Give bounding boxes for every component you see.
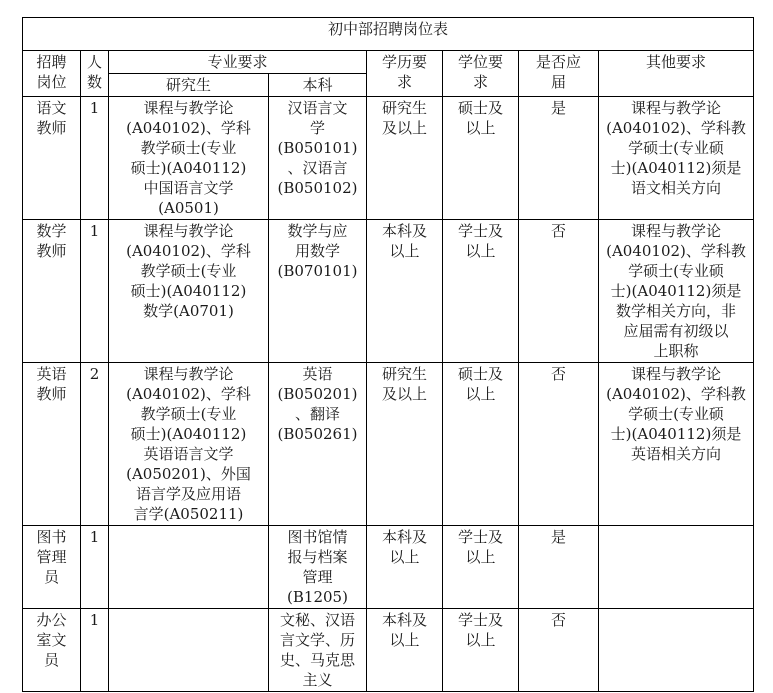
cell-education <box>367 363 443 526</box>
cell-undergraduate <box>269 609 367 692</box>
cell-line: (A040102)、学科教 <box>606 242 746 260</box>
cell-line: (A050201)、外国 <box>126 465 251 483</box>
table-row <box>23 526 754 609</box>
header-education: 学历要 求 <box>367 51 443 97</box>
cell-line: 数学相关方向，非 <box>616 302 737 320</box>
cell-line: 管理 <box>302 568 333 586</box>
cell-line: 以上 <box>465 242 496 260</box>
cell-line: 办公 <box>36 611 67 629</box>
header-count: 人 数 <box>81 51 109 97</box>
cell-line: 、汉语言 <box>287 159 348 177</box>
cell-line: 课程与教学论 <box>631 99 722 117</box>
cell-degree <box>443 609 519 692</box>
cell-undergraduate <box>269 220 367 363</box>
cell-line: 数学与应 <box>287 222 348 240</box>
cell-line: 及以上 <box>381 385 427 403</box>
cell-line: 以上 <box>389 242 420 260</box>
table-title: 初中部招聘岗位表 <box>23 18 754 51</box>
cell-education <box>367 526 443 609</box>
cell-line: (B050201) <box>277 385 358 403</box>
cell-line: 课程与教学论 <box>631 222 722 240</box>
cell-line: 学硕士(专业硕 <box>628 405 724 423</box>
cell-line: (A040102)、学科 <box>126 385 251 403</box>
cell-line: (A040102)、学科 <box>126 119 251 137</box>
cell-line: 教学硕士(专业 <box>140 262 237 280</box>
cell-line: 以上 <box>389 548 420 566</box>
table-row <box>23 609 754 692</box>
cell-line: 课程与教学论 <box>143 222 234 240</box>
cell-line: 文秘、汉语 <box>279 611 355 629</box>
cell-line: (B1205) <box>287 588 348 606</box>
cell-line: (B050261) <box>277 425 358 443</box>
cell-line: 员 <box>43 568 59 586</box>
cell-graduate <box>109 609 269 692</box>
cell-line: 主义 <box>302 671 333 689</box>
cell-line: 语言学及应用语 <box>135 485 241 503</box>
cell-count: 1 <box>81 526 109 609</box>
header-degree: 学位要 求 <box>443 51 519 97</box>
cell-line: 研究生 <box>381 365 427 383</box>
cell-line: 本科及 <box>381 528 427 546</box>
cell-line: 报与档案 <box>287 548 348 566</box>
cell-other <box>599 526 754 609</box>
cell-education <box>367 97 443 220</box>
cell-line: 教师 <box>36 385 67 403</box>
cell-other <box>599 363 754 526</box>
header-position: 招聘 岗位 <box>23 51 81 97</box>
cell-fresh: 否 <box>519 220 599 363</box>
cell-fresh: 是 <box>519 97 599 220</box>
cell-line: 及以上 <box>381 119 427 137</box>
cell-line: 士)(A040112)须是 <box>610 425 742 443</box>
cell-position <box>23 363 81 526</box>
cell-line: 英语语言文学 <box>143 445 234 463</box>
cell-line: (B070101) <box>277 262 358 280</box>
cell-line: 以上 <box>465 119 496 137</box>
table-row <box>23 363 754 526</box>
cell-graduate <box>109 363 269 526</box>
cell-line: 语文相关方向 <box>631 179 722 197</box>
cell-other <box>599 220 754 363</box>
cell-undergraduate <box>269 526 367 609</box>
cell-position <box>23 526 81 609</box>
cell-line: 、翻译 <box>294 405 340 423</box>
cell-line: 英语 <box>36 365 67 383</box>
cell-line: 教学硕士(专业 <box>140 405 237 423</box>
table-body <box>23 97 754 692</box>
cell-line: 用数学 <box>294 242 340 260</box>
recruitment-table <box>22 17 754 692</box>
cell-line: 以上 <box>465 385 496 403</box>
cell-count: 1 <box>81 220 109 363</box>
header-fresh: 是否应 届 <box>519 51 599 97</box>
cell-count: 1 <box>81 609 109 692</box>
cell-line: (B050102) <box>277 179 358 197</box>
cell-line: 中国语言文学 <box>143 179 234 197</box>
cell-line: 图书馆情 <box>287 528 348 546</box>
cell-line: 教师 <box>36 119 67 137</box>
cell-graduate <box>109 220 269 363</box>
cell-line: 以上 <box>389 631 420 649</box>
cell-line: 室文 <box>36 631 67 649</box>
cell-line: 英语相关方向 <box>631 445 722 463</box>
cell-line: 言学(A050211) <box>133 505 244 523</box>
cell-line: (A040102)、学科教 <box>606 119 746 137</box>
cell-line: 汉语言文 <box>287 99 348 117</box>
cell-line: 本科及 <box>381 611 427 629</box>
cell-line: 士)(A040112)须是 <box>610 282 742 300</box>
cell-line: 教学硕士(专业 <box>140 139 237 157</box>
cell-line: 本科及 <box>381 222 427 240</box>
cell-line: 硕士)(A040112) <box>130 159 247 177</box>
table-row <box>23 97 754 220</box>
cell-undergraduate <box>269 363 367 526</box>
cell-other <box>599 609 754 692</box>
cell-line: (A040102)、学科教 <box>606 385 746 403</box>
cell-count: 2 <box>81 363 109 526</box>
cell-line: 史、马克思 <box>279 651 355 669</box>
cell-line: 学士及 <box>457 611 503 629</box>
cell-position <box>23 220 81 363</box>
cell-line: 语文 <box>36 99 67 117</box>
cell-position <box>23 97 81 220</box>
cell-line: 应届需有初级以 <box>623 322 729 340</box>
cell-line: 学士及 <box>457 528 503 546</box>
cell-line: 学硕士(专业硕 <box>628 139 724 157</box>
cell-line: 数学 <box>36 222 67 240</box>
cell-line: 课程与教学论 <box>631 365 722 383</box>
cell-degree <box>443 526 519 609</box>
cell-degree <box>443 97 519 220</box>
cell-line: 数学(A0701) <box>143 302 234 320</box>
cell-line: (A0501) <box>158 199 219 217</box>
cell-line: 上职称 <box>653 342 699 360</box>
cell-line: 学 <box>309 119 325 137</box>
cell-line: 英语 <box>302 365 333 383</box>
cell-line: 言文学、历 <box>279 631 355 649</box>
cell-line: (B050101) <box>277 139 358 157</box>
cell-line: 课程与教学论 <box>143 99 234 117</box>
cell-line: 研究生 <box>381 99 427 117</box>
cell-graduate <box>109 97 269 220</box>
cell-other <box>599 97 754 220</box>
cell-line: 硕士)(A040112) <box>130 282 247 300</box>
cell-line: 士)(A040112)须是 <box>610 159 742 177</box>
cell-education <box>367 609 443 692</box>
cell-fresh: 是 <box>519 526 599 609</box>
cell-graduate <box>109 526 269 609</box>
cell-position <box>23 609 81 692</box>
cell-line: 硕士及 <box>457 99 503 117</box>
cell-line: (A040102)、学科 <box>126 242 251 260</box>
cell-line: 学士及 <box>457 222 503 240</box>
header-major: 专业要求 <box>109 51 367 74</box>
cell-line: 课程与教学论 <box>143 365 234 383</box>
cell-count: 1 <box>81 97 109 220</box>
cell-line: 以上 <box>465 548 496 566</box>
header-other: 其他要求 <box>599 51 754 97</box>
header-undergraduate: 本科 <box>269 74 367 97</box>
cell-degree <box>443 220 519 363</box>
cell-line: 员 <box>43 651 59 669</box>
cell-line: 以上 <box>465 631 496 649</box>
cell-undergraduate <box>269 97 367 220</box>
cell-line: 硕士)(A040112) <box>130 425 247 443</box>
cell-fresh: 否 <box>519 609 599 692</box>
header-graduate: 研究生 <box>109 74 269 97</box>
cell-education <box>367 220 443 363</box>
cell-fresh: 否 <box>519 363 599 526</box>
cell-line: 图书 <box>36 528 67 546</box>
cell-line: 学硕士(专业硕 <box>628 262 724 280</box>
cell-degree <box>443 363 519 526</box>
cell-line: 管理 <box>36 548 67 566</box>
table-row <box>23 220 754 363</box>
cell-line: 教师 <box>36 242 67 260</box>
cell-line: 硕士及 <box>457 365 503 383</box>
